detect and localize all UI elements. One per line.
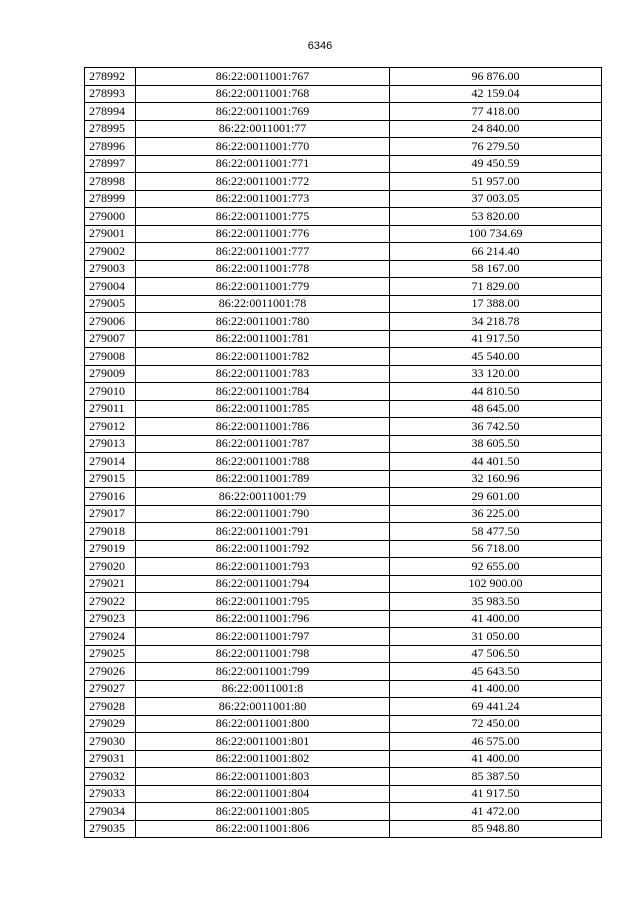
row-id-cell: 279002 (85, 243, 136, 261)
cadastral-value-cell: 24 840.00 (390, 120, 602, 138)
row-id-cell: 279019 (85, 540, 136, 558)
table-row (85, 295, 602, 313)
table-row (85, 68, 602, 86)
cadastral-value-cell: 72 450.00 (390, 715, 602, 733)
table-row (85, 435, 602, 453)
row-id-cell: 278994 (85, 103, 136, 121)
table-row (85, 470, 602, 488)
cadastral-number-cell: 86:22:0011001:798 (136, 645, 390, 663)
table-row (85, 348, 602, 366)
cadastral-number-cell: 86:22:0011001:788 (136, 453, 390, 471)
cadastral-number-cell: 86:22:0011001:780 (136, 313, 390, 331)
row-id-cell: 278992 (85, 68, 136, 86)
cadastral-value-cell: 76 279.50 (390, 138, 602, 156)
row-id-cell: 279026 (85, 663, 136, 681)
cadastral-value-cell: 17 388.00 (390, 295, 602, 313)
cadastral-number-cell: 86:22:0011001:793 (136, 558, 390, 576)
row-id-cell: 278999 (85, 190, 136, 208)
row-id-cell: 279001 (85, 225, 136, 243)
cadastral-value-cell: 92 655.00 (390, 558, 602, 576)
table-row (85, 820, 602, 838)
table-row (85, 733, 602, 751)
cadastral-value-cell: 85 948.80 (390, 820, 602, 838)
cadastral-number-cell: 86:22:0011001:767 (136, 68, 390, 86)
cadastral-value-cell: 58 477.50 (390, 523, 602, 541)
cadastral-value-cell: 56 718.00 (390, 540, 602, 558)
table-row (85, 698, 602, 716)
row-id-cell: 279028 (85, 698, 136, 716)
table-row (85, 523, 602, 541)
cadastral-value-cell: 100 734.69 (390, 225, 602, 243)
row-id-cell: 278996 (85, 138, 136, 156)
row-id-cell: 279035 (85, 820, 136, 838)
table-row (85, 575, 602, 593)
cadastral-number-cell: 86:22:0011001:803 (136, 768, 390, 786)
row-id-cell: 279010 (85, 383, 136, 401)
cadastral-value-cell: 41 400.00 (390, 680, 602, 698)
cadastral-number-cell: 86:22:0011001:776 (136, 225, 390, 243)
cadastral-value-cell: 45 540.00 (390, 348, 602, 366)
cadastral-number-cell: 86:22:0011001:784 (136, 383, 390, 401)
cadastral-number-cell: 86:22:0011001:781 (136, 330, 390, 348)
cadastral-value-cell: 47 506.50 (390, 645, 602, 663)
cadastral-number-cell: 86:22:0011001:771 (136, 155, 390, 173)
cadastral-number-cell: 86:22:0011001:769 (136, 103, 390, 121)
cadastral-value-cell: 48 645.00 (390, 400, 602, 418)
cadastral-number-cell: 86:22:0011001:772 (136, 173, 390, 191)
cadastral-value-cell: 36 225.00 (390, 505, 602, 523)
cadastral-value-cell: 31 050.00 (390, 628, 602, 646)
row-id-cell: 279003 (85, 260, 136, 278)
cadastral-value-cell: 44 810.50 (390, 383, 602, 401)
cadastral-number-cell: 86:22:0011001:768 (136, 85, 390, 103)
row-id-cell: 279014 (85, 453, 136, 471)
cadastral-value-cell: 66 214.40 (390, 243, 602, 261)
table-row (85, 593, 602, 611)
cadastral-value-cell: 96 876.00 (390, 68, 602, 86)
row-id-cell: 279012 (85, 418, 136, 436)
page-number: 6346 (307, 40, 333, 52)
cadastral-number-cell: 86:22:0011001:80 (136, 698, 390, 716)
cadastral-number-cell: 86:22:0011001:782 (136, 348, 390, 366)
cadastral-number-cell: 86:22:0011001:806 (136, 820, 390, 838)
row-id-cell: 278998 (85, 173, 136, 191)
cadastral-value-table (84, 67, 602, 838)
table-row (85, 383, 602, 401)
table-body (85, 68, 602, 838)
row-id-cell: 279004 (85, 278, 136, 296)
row-id-cell: 279013 (85, 435, 136, 453)
table-row (85, 208, 602, 226)
cadastral-value-cell: 29 601.00 (390, 488, 602, 506)
row-id-cell: 279008 (85, 348, 136, 366)
cadastral-value-cell: 41 472.00 (390, 803, 602, 821)
table-row (85, 610, 602, 628)
table-row (85, 400, 602, 418)
row-id-cell: 279023 (85, 610, 136, 628)
table-row (85, 453, 602, 471)
table-row (85, 365, 602, 383)
cadastral-value-cell: 42 159.04 (390, 85, 602, 103)
cadastral-number-cell: 86:22:0011001:770 (136, 138, 390, 156)
table-row (85, 278, 602, 296)
cadastral-number-cell: 86:22:0011001:802 (136, 750, 390, 768)
cadastral-value-cell: 71 829.00 (390, 278, 602, 296)
cadastral-value-cell: 34 218.78 (390, 313, 602, 331)
table-row (85, 540, 602, 558)
cadastral-number-cell: 86:22:0011001:775 (136, 208, 390, 226)
cadastral-value-cell: 85 387.50 (390, 768, 602, 786)
row-id-cell: 279017 (85, 505, 136, 523)
table-row (85, 663, 602, 681)
cadastral-value-cell: 37 003.05 (390, 190, 602, 208)
table-row (85, 330, 602, 348)
row-id-cell: 279033 (85, 785, 136, 803)
row-id-cell: 279006 (85, 313, 136, 331)
row-id-cell: 279032 (85, 768, 136, 786)
cadastral-number-cell: 86:22:0011001:8 (136, 680, 390, 698)
cadastral-number-cell: 86:22:0011001:792 (136, 540, 390, 558)
cadastral-number-cell: 86:22:0011001:790 (136, 505, 390, 523)
cadastral-number-cell: 86:22:0011001:777 (136, 243, 390, 261)
table-row (85, 488, 602, 506)
cadastral-value-cell: 41 400.00 (390, 750, 602, 768)
cadastral-value-cell: 53 820.00 (390, 208, 602, 226)
row-id-cell: 278993 (85, 85, 136, 103)
cadastral-value-cell: 32 160.96 (390, 470, 602, 488)
cadastral-value-cell: 69 441.24 (390, 698, 602, 716)
row-id-cell: 279029 (85, 715, 136, 733)
cadastral-value-cell: 38 605.50 (390, 435, 602, 453)
table-row (85, 243, 602, 261)
cadastral-number-cell: 86:22:0011001:805 (136, 803, 390, 821)
row-id-cell: 278997 (85, 155, 136, 173)
row-id-cell: 279009 (85, 365, 136, 383)
table-row (85, 190, 602, 208)
cadastral-value-cell: 46 575.00 (390, 733, 602, 751)
row-id-cell: 279016 (85, 488, 136, 506)
table-row (85, 505, 602, 523)
cadastral-number-cell: 86:22:0011001:804 (136, 785, 390, 803)
table-row (85, 225, 602, 243)
table-row (85, 768, 602, 786)
row-id-cell: 279018 (85, 523, 136, 541)
table-row (85, 120, 602, 138)
cadastral-value-cell: 36 742.50 (390, 418, 602, 436)
row-id-cell: 279011 (85, 400, 136, 418)
table-row (85, 750, 602, 768)
cadastral-value-cell: 58 167.00 (390, 260, 602, 278)
table-row (85, 138, 602, 156)
row-id-cell: 279007 (85, 330, 136, 348)
cadastral-value-cell: 49 450.59 (390, 155, 602, 173)
cadastral-value-cell: 102 900.00 (390, 575, 602, 593)
cadastral-value-cell: 33 120.00 (390, 365, 602, 383)
cadastral-number-cell: 86:22:0011001:779 (136, 278, 390, 296)
row-id-cell: 279025 (85, 645, 136, 663)
cadastral-value-cell: 51 957.00 (390, 173, 602, 191)
cadastral-number-cell: 86:22:0011001:77 (136, 120, 390, 138)
cadastral-value-cell: 45 643.50 (390, 663, 602, 681)
cadastral-number-cell: 86:22:0011001:785 (136, 400, 390, 418)
row-id-cell: 278995 (85, 120, 136, 138)
cadastral-number-cell: 86:22:0011001:800 (136, 715, 390, 733)
table-row (85, 418, 602, 436)
cadastral-number-cell: 86:22:0011001:786 (136, 418, 390, 436)
table-row (85, 785, 602, 803)
cadastral-number-cell: 86:22:0011001:797 (136, 628, 390, 646)
table-row (85, 715, 602, 733)
cadastral-value-cell: 41 400.00 (390, 610, 602, 628)
row-id-cell: 279020 (85, 558, 136, 576)
cadastral-number-cell: 86:22:0011001:787 (136, 435, 390, 453)
table-row (85, 85, 602, 103)
cadastral-number-cell: 86:22:0011001:773 (136, 190, 390, 208)
table-row (85, 803, 602, 821)
cadastral-value-cell: 77 418.00 (390, 103, 602, 121)
cadastral-number-cell: 86:22:0011001:78 (136, 295, 390, 313)
row-id-cell: 279000 (85, 208, 136, 226)
cadastral-number-cell: 86:22:0011001:791 (136, 523, 390, 541)
cadastral-number-cell: 86:22:0011001:801 (136, 733, 390, 751)
row-id-cell: 279031 (85, 750, 136, 768)
table-row (85, 680, 602, 698)
cadastral-value-cell: 41 917.50 (390, 785, 602, 803)
table-row (85, 628, 602, 646)
cadastral-number-cell: 86:22:0011001:796 (136, 610, 390, 628)
row-id-cell: 279024 (85, 628, 136, 646)
cadastral-value-cell: 35 983.50 (390, 593, 602, 611)
row-id-cell: 279027 (85, 680, 136, 698)
cadastral-number-cell: 86:22:0011001:778 (136, 260, 390, 278)
table-row (85, 645, 602, 663)
row-id-cell: 279030 (85, 733, 136, 751)
row-id-cell: 279034 (85, 803, 136, 821)
cadastral-number-cell: 86:22:0011001:79 (136, 488, 390, 506)
cadastral-number-cell: 86:22:0011001:783 (136, 365, 390, 383)
row-id-cell: 279015 (85, 470, 136, 488)
table-row (85, 173, 602, 191)
table-row (85, 103, 602, 121)
row-id-cell: 279005 (85, 295, 136, 313)
row-id-cell: 279021 (85, 575, 136, 593)
table-row (85, 155, 602, 173)
cadastral-number-cell: 86:22:0011001:789 (136, 470, 390, 488)
table-row (85, 313, 602, 331)
cadastral-number-cell: 86:22:0011001:795 (136, 593, 390, 611)
cadastral-value-cell: 44 401.50 (390, 453, 602, 471)
table-row (85, 260, 602, 278)
row-id-cell: 279022 (85, 593, 136, 611)
cadastral-number-cell: 86:22:0011001:799 (136, 663, 390, 681)
table-row (85, 558, 602, 576)
cadastral-number-cell: 86:22:0011001:794 (136, 575, 390, 593)
cadastral-value-cell: 41 917.50 (390, 330, 602, 348)
